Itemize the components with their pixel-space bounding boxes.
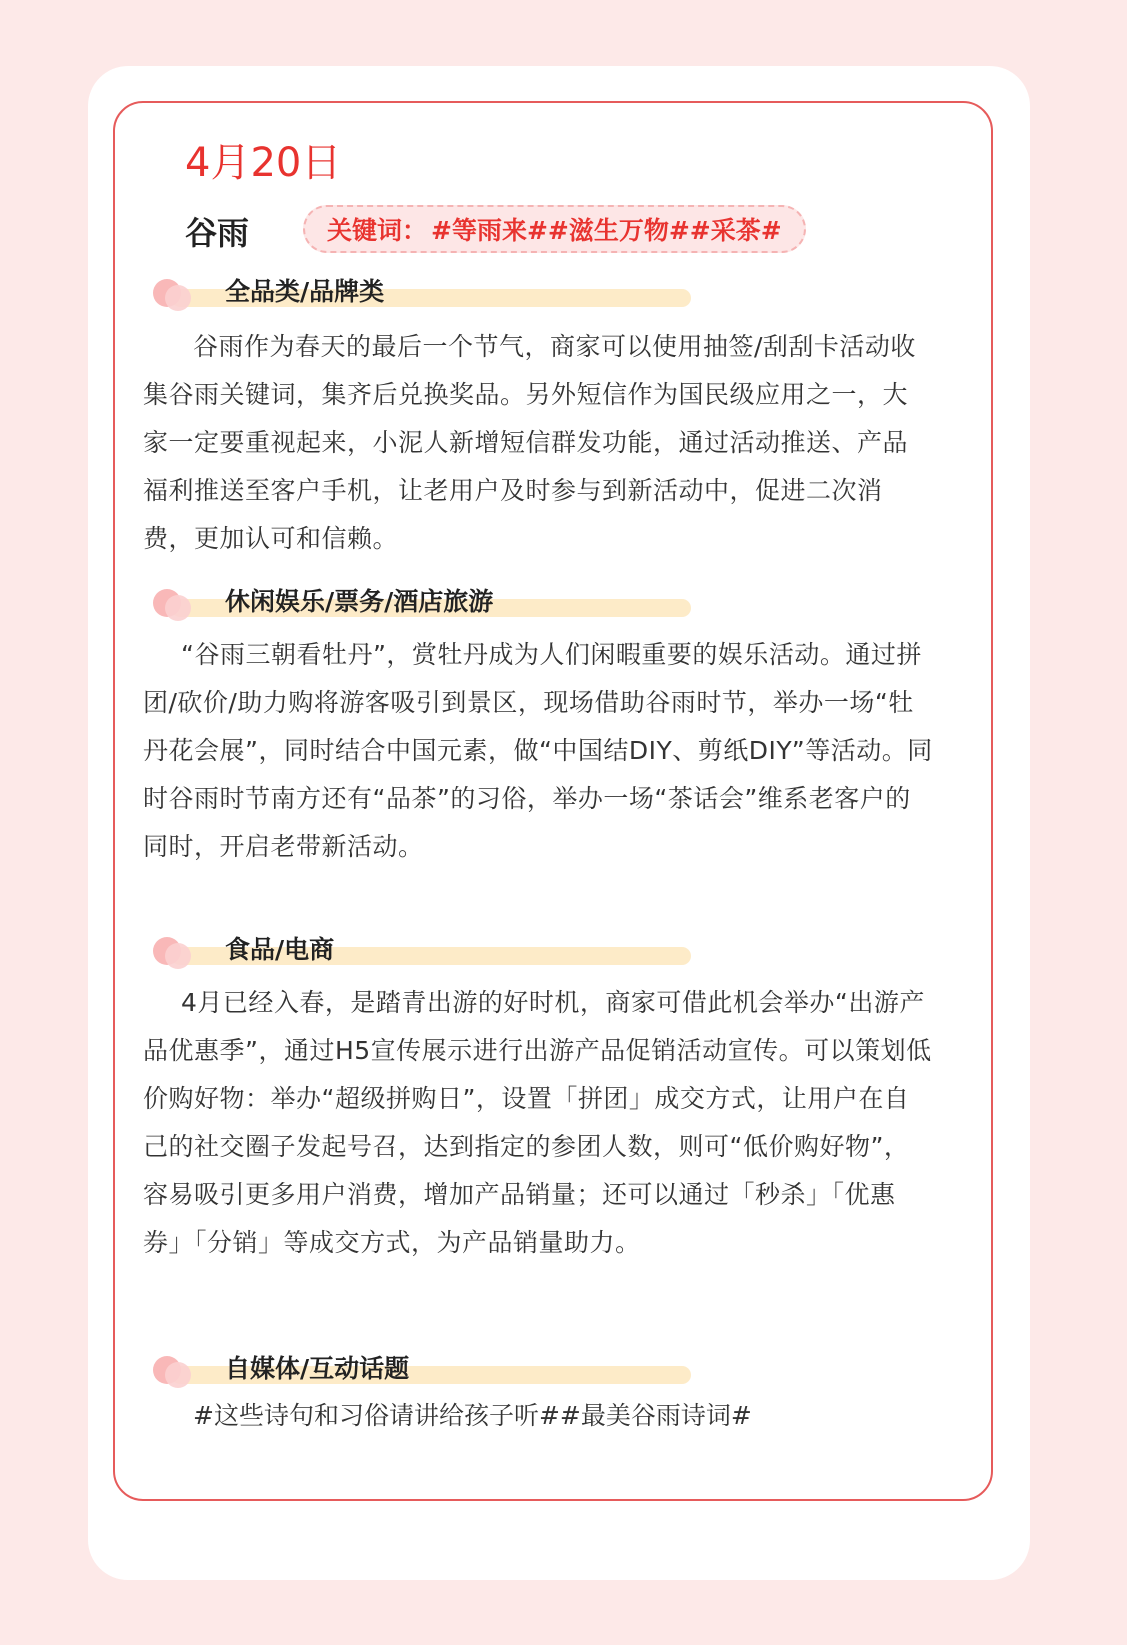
section-header-self-media <box>153 1352 693 1388</box>
section-title: 食品/电商 <box>225 935 335 964</box>
keyword-tags: #等雨来##滋生万物##采茶# <box>431 216 782 245</box>
section-title: 全品类/品牌类 <box>225 277 385 306</box>
bullet-circle-icon <box>165 285 191 311</box>
card-border-frame <box>113 101 993 1501</box>
section-header-food-ecommerce <box>153 933 693 969</box>
section-body: 谷雨作为春天的最后一个节气，商家可以使用抽签/刮刮卡活动收集谷雨关键词，集齐后兑换奖品。另外短信作为国民级应用之一，大家一定要重视起来，小泥人新增短信群发功能，通过活动推送、产品福利推送至客户手机，让老用户及时参与到新活动中，促进二次消费，更加认可和信赖。 <box>143 332 916 553</box>
solar-term-name: 谷雨 <box>185 214 250 252</box>
section-title: 休闲娱乐/票务/酒店旅游 <box>225 587 494 616</box>
content-card <box>88 66 1030 1580</box>
section-body: “谷雨三朝看牡丹”，赏牡丹成为人们闲暇重要的娱乐活动。通过拼团/砍价/助力购将游客吸引到景区，现场借助谷雨时节，举办一场“牡丹花会展”，同时结合中国元素，做“中国结DIY、剪纸DIY”等活动。同时谷雨时节南方还有“品茶”的习俗，举办一场“茶话会”维系老客户的同时，开启老带新活动。 <box>143 640 933 861</box>
date-heading: 4月20日 <box>185 140 342 186</box>
section-title: 自媒体/互动话题 <box>225 1354 410 1383</box>
section-header-leisure <box>153 585 693 621</box>
section-body: 4月已经入春，是踏青出游的好时机，商家可借此机会举办“出游产品优惠季”，通过H5宣传展示进行出游产品促销活动宣传。可以策划低价购好物：举办“超级拼购日”，设置「拼团」成交方式，让用户在自己的社交圈子发起号召，达到指定的参团人数，则可“低价购好物”，容易吸引更多用户消费，增加产品销量；还可以通过「秒杀」「优惠券」「分销」等成交方式，为产品销量助力。 <box>143 988 932 1257</box>
section-header-all-categories <box>153 275 693 311</box>
keyword-badge <box>303 205 806 253</box>
bullet-circle-icon <box>165 943 191 969</box>
topic-hashtags: #这些诗句和习俗请讲给孩子听##最美谷雨诗词# <box>193 1401 752 1430</box>
keyword-label: 关键词： <box>327 216 428 245</box>
bullet-circle-icon <box>165 595 191 621</box>
bullet-circle-icon <box>165 1362 191 1388</box>
